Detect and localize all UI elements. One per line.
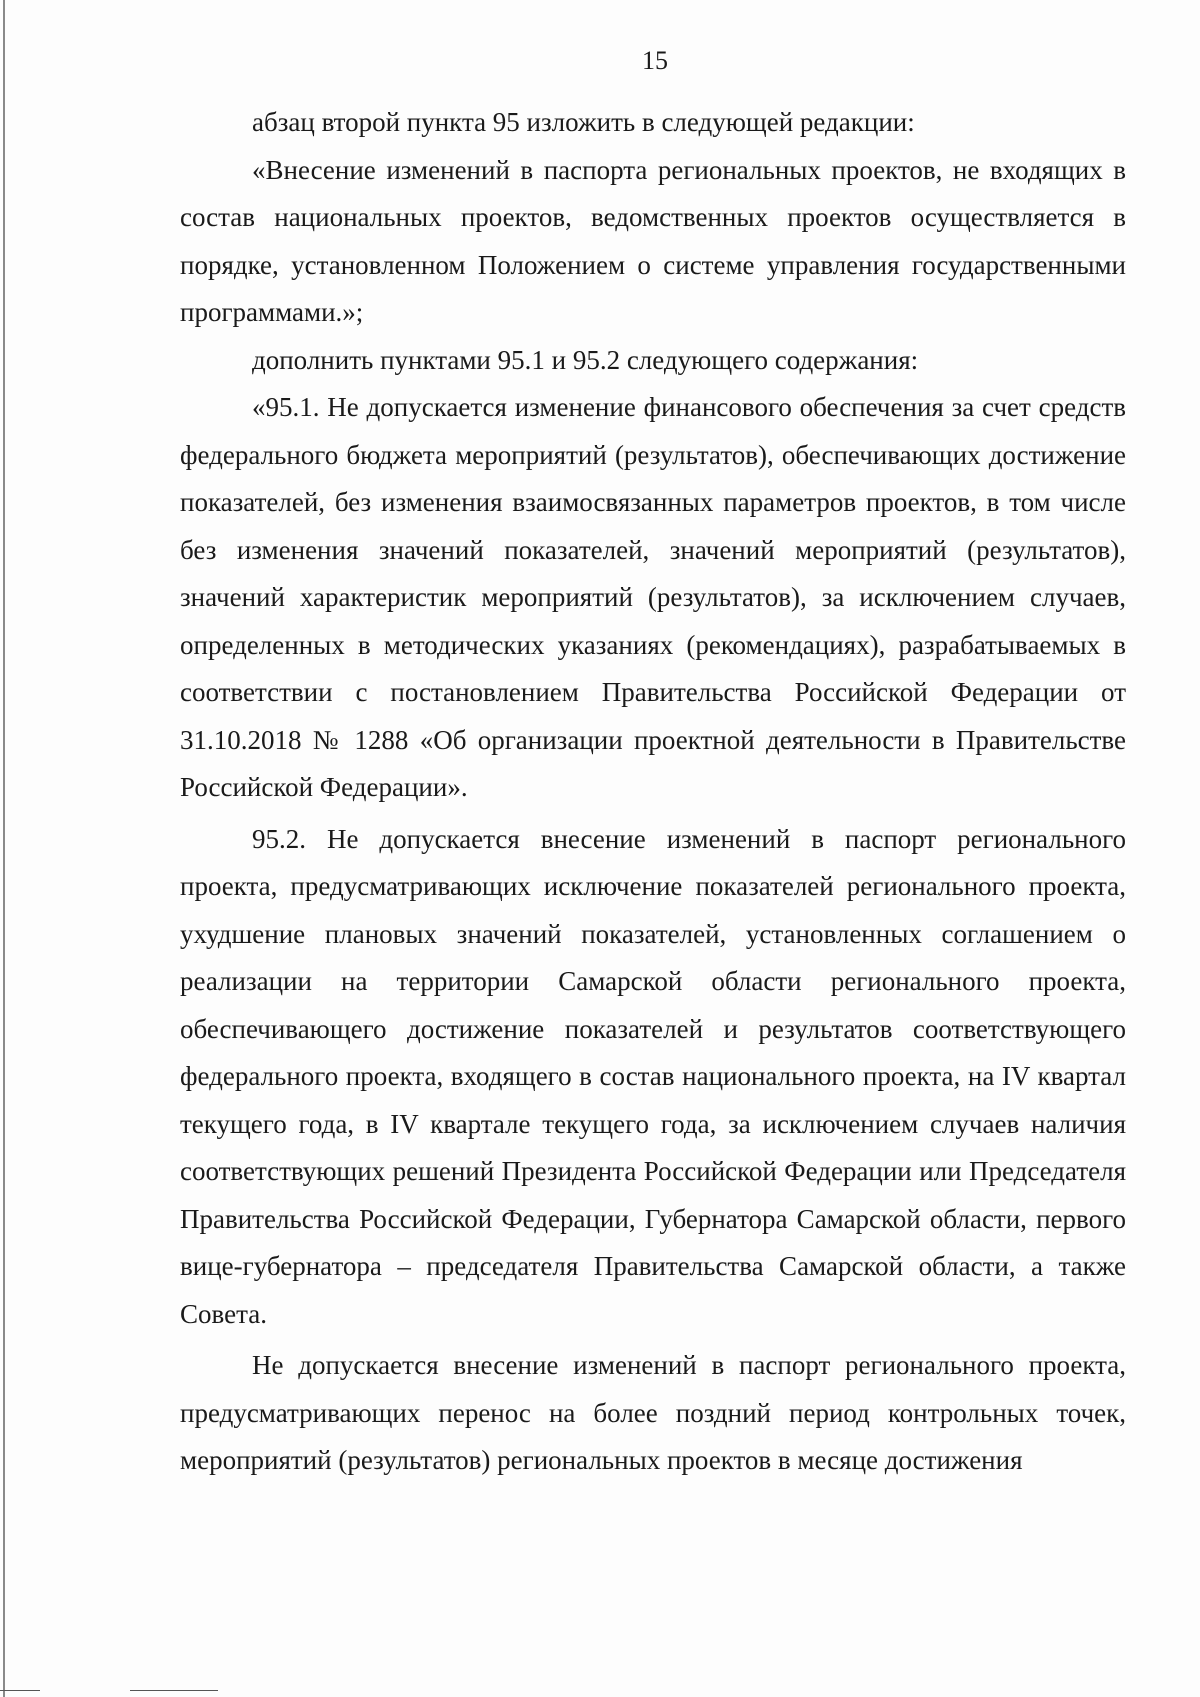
paragraph-1: абзац второй пункта 95 изложить в следующей редакции: xyxy=(252,107,915,137)
scan-bottom-mark xyxy=(130,1690,218,1691)
paragraph-6: Не допускается внесение изменений в паспорт регионального проекта, предусматривающих перенос на более поздний период контрольных точек, мероприятий (результатов) региональных проектов в месяце достижения xyxy=(180,1350,1126,1475)
paragraph-3: дополнить пунктами 95.1 и 95.2 следующего содержания: xyxy=(252,344,919,375)
page-number: 15 xyxy=(642,46,668,75)
scan-edge-line xyxy=(3,0,5,1697)
paragraph-4: «95.1. Не допускается изменение финансового обеспечения за счет средств федерального бюджета мероприятий (результатов), обеспечивающих достижение показателей, без изменения взаимосвязанных параметров проектов, в том числе без изменения значений показателей, значений мероприятий (результатов), значений характеристик мероприятий (результатов), за исключением случаев, определенных в методических указаниях (рекомендациях), разрабатываемых в соответствии с постановлением Правительства Российской Федерации от 31.10.2018 № 1288 «Об организации проектной деятельности в Правительстве Российской Федерации». xyxy=(180,392,1126,802)
paragraph-2: «Внесение изменений в паспорта региональных проектов, не входящих в состав национальных проектов, ведомственных проектов осуществляется в порядке, установленном Положением о системе управления государственными программами.»; xyxy=(180,154,1126,327)
paragraph-5: 95.2. Не допускается внесение изменений в паспорт регионального проекта, предусматривающих исключение показателей регионального проекта, ухудшение плановых значений показателей, установленных соглашением о реализации на территории Самарской области регионального проекта, обеспечивающего достижение показателей и результатов соответствующего федерального проекта, входящего в состав национального проекта, на IV квартал текущего года, в IV квартале текущего года, за исключением случаев наличия соответствующих решений Президента Российской Федерации или Председателя Правительства Российской Федерации, Губернатора Самарской области, первого вице-губернатора – председателя Правительства Самарской области, а также Совета. xyxy=(180,823,1126,1329)
document-body xyxy=(180,99,1126,1485)
scan-bottom-mark xyxy=(0,1690,40,1691)
